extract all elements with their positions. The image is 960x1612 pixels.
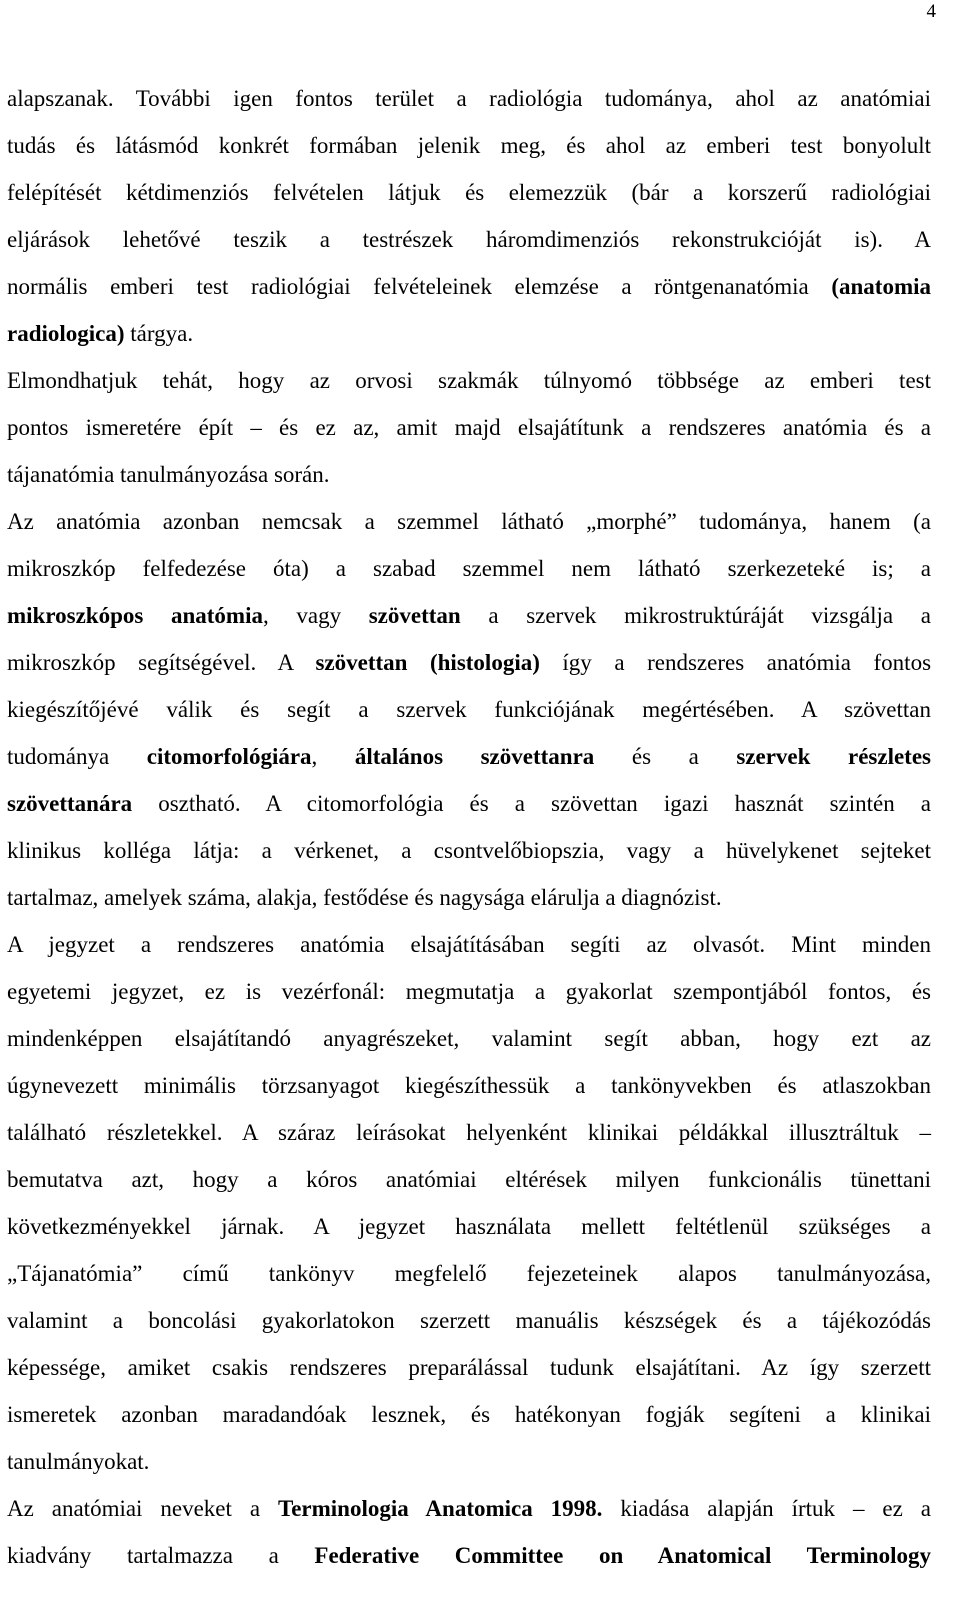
text-run: ismeretek azonban maradandóak lesznek, és hatékonyan fogják segíteni a klinikai: [7, 1402, 931, 1427]
text-run: klinikus kolléga látja: a vérkenet, a csontvelőbiopszia, vagy a hüvelykenet sejteket: [7, 838, 931, 863]
text-run: és a: [594, 744, 737, 769]
text-run: tárgya.: [124, 321, 194, 346]
bold-term: szövettan: [368, 603, 461, 628]
document-body: [7, 75, 931, 1579]
bold-term: (histologia): [429, 650, 540, 675]
text-run: képessége, amiket csakis rendszeres preparálással tudunk elsajátítani. Az így szerzett: [7, 1355, 931, 1380]
text-run: így a rendszeres anatómia fontos: [539, 650, 932, 675]
bold-term: Federative Committee on Anatomical Terminology: [314, 1543, 931, 1568]
text-line: [7, 310, 931, 357]
bold-term: Terminologia Anatomica 1998.: [277, 1496, 603, 1521]
text-run: [407, 650, 430, 675]
text-line: [7, 1109, 931, 1156]
text-run: a szervek mikrostruktúráját vizsgálja a: [460, 603, 931, 628]
text-line: [7, 921, 931, 968]
text-run: alapszanak. További igen fontos terület a radiológia tudománya, ahol az anatómiai: [7, 86, 931, 111]
text-line: [7, 733, 931, 780]
text-line: [7, 357, 931, 404]
bold-term: radiologica): [7, 321, 125, 346]
text-line: [7, 1485, 931, 1532]
text-run: Elmondhatjuk tehát, hogy az orvosi szakmák túlnyomó többsége az emberi test: [7, 368, 931, 393]
bold-term: mikroszkópos anatómia: [7, 603, 263, 628]
bold-term: citomorfológiára: [146, 744, 312, 769]
text-run: tudás és látásmód konkrét formában jelenik meg, és ahol az emberi test bonyolult: [7, 133, 931, 158]
text-line: [7, 122, 931, 169]
text-run: pontos ismeretére épít – és ez az, amit majd elsajátítunk a rendszeres anatómia és a: [7, 415, 931, 440]
text-run: egyetemi jegyzet, ez is vezérfonál: megmutatja a gyakorlat szempontjából fontos, és: [7, 979, 931, 1004]
text-line: [7, 1015, 931, 1062]
text-run: , vagy: [262, 603, 369, 628]
text-line: [7, 404, 931, 451]
text-line: [7, 1344, 931, 1391]
text-run: tanulmányokat.: [7, 1449, 150, 1474]
bold-term: szövettan: [315, 650, 408, 675]
bold-term: szövettanára: [7, 791, 133, 816]
text-run: ,: [311, 744, 355, 769]
text-line: [7, 639, 931, 686]
text-line: [7, 545, 931, 592]
text-line: [7, 169, 931, 216]
text-run: mikroszkóp segítségével. A: [7, 650, 316, 675]
text-run: Az anatómia azonban nemcsak a szemmel látható „morphé” tudománya, hanem (a: [7, 509, 931, 534]
text-run: „Tájanatómia” című tankönyv megfelelő fejezeteinek alapos tanulmányozása,: [7, 1261, 931, 1286]
text-run: normális emberi test radiológiai felvételeinek elemzése a röntgenanatómia: [7, 274, 832, 299]
text-run: kiadvány tartalmazza a: [7, 1543, 315, 1568]
bold-term: általános szövettanra: [354, 744, 595, 769]
text-line: [7, 1156, 931, 1203]
text-run: található részletekkel. A száraz leírásokat helyenként klinikai példákkal illusztráltuk –: [7, 1120, 931, 1145]
page-number: 4: [926, 1, 936, 22]
text-line: [7, 968, 931, 1015]
text-run: bemutatva azt, hogy a kóros anatómiai eltérések milyen funkcionális tünettani: [7, 1167, 931, 1192]
text-line: [7, 263, 931, 310]
text-line: [7, 592, 931, 639]
text-line: [7, 451, 931, 498]
text-run: kiegészítőjévé válik és segít a szervek funkciójának megértésében. A szövettan: [7, 697, 931, 722]
text-run: következményekkel járnak. A jegyzet használata mellett feltétlenül szükséges a: [7, 1214, 931, 1239]
text-run: tudománya: [7, 744, 147, 769]
text-line: [7, 1391, 931, 1438]
text-line: [7, 780, 931, 827]
text-line: [7, 1297, 931, 1344]
text-run: osztható. A citomorfológia és a szövettan igazi hasznát szintén a: [132, 791, 931, 816]
bold-term: szervek részletes: [736, 744, 931, 769]
text-run: Az anatómiai neveket a: [7, 1496, 278, 1521]
text-run: A jegyzet a rendszeres anatómia elsajátításában segíti az olvasót. Mint minden: [7, 932, 931, 957]
text-line: [7, 1438, 931, 1485]
text-line: [7, 1062, 931, 1109]
text-line: [7, 216, 931, 263]
text-run: tájanatómia tanulmányozása során.: [7, 462, 330, 487]
text-line: [7, 827, 931, 874]
text-run: eljárások lehetővé teszik a testrészek háromdimenziós rekonstrukcióját is). A: [7, 227, 931, 252]
text-line: [7, 498, 931, 545]
text-run: valamint a boncolási gyakorlatokon szerzett manuális készségek és a tájékozódás: [7, 1308, 931, 1333]
text-run: úgynevezett minimális törzsanyagot kiegészíthessük a tankönyvekben és atlaszokban: [7, 1073, 931, 1098]
bold-term: (anatomia: [831, 274, 931, 299]
text-line: [7, 1250, 931, 1297]
text-line: [7, 1532, 931, 1579]
text-run: tartalmaz, amelyek száma, alakja, festődése és nagysága elárulja a diagnózist.: [7, 885, 722, 910]
text-run: kiadása alapján írtuk – ez a: [602, 1496, 931, 1521]
text-line: [7, 1203, 931, 1250]
text-line: [7, 874, 931, 921]
text-line: [7, 75, 931, 122]
text-run: mindenképpen elsajátítandó anyagrészeket, valamint segít abban, hogy ezt az: [7, 1026, 931, 1051]
text-line: [7, 686, 931, 733]
text-run: felépítését kétdimenziós felvételen látjuk és elemezzük (bár a korszerű radiológiai: [7, 180, 931, 205]
text-run: mikroszkóp felfedezése óta) a szabad szemmel nem látható szerkezeteké is; a: [7, 556, 931, 581]
